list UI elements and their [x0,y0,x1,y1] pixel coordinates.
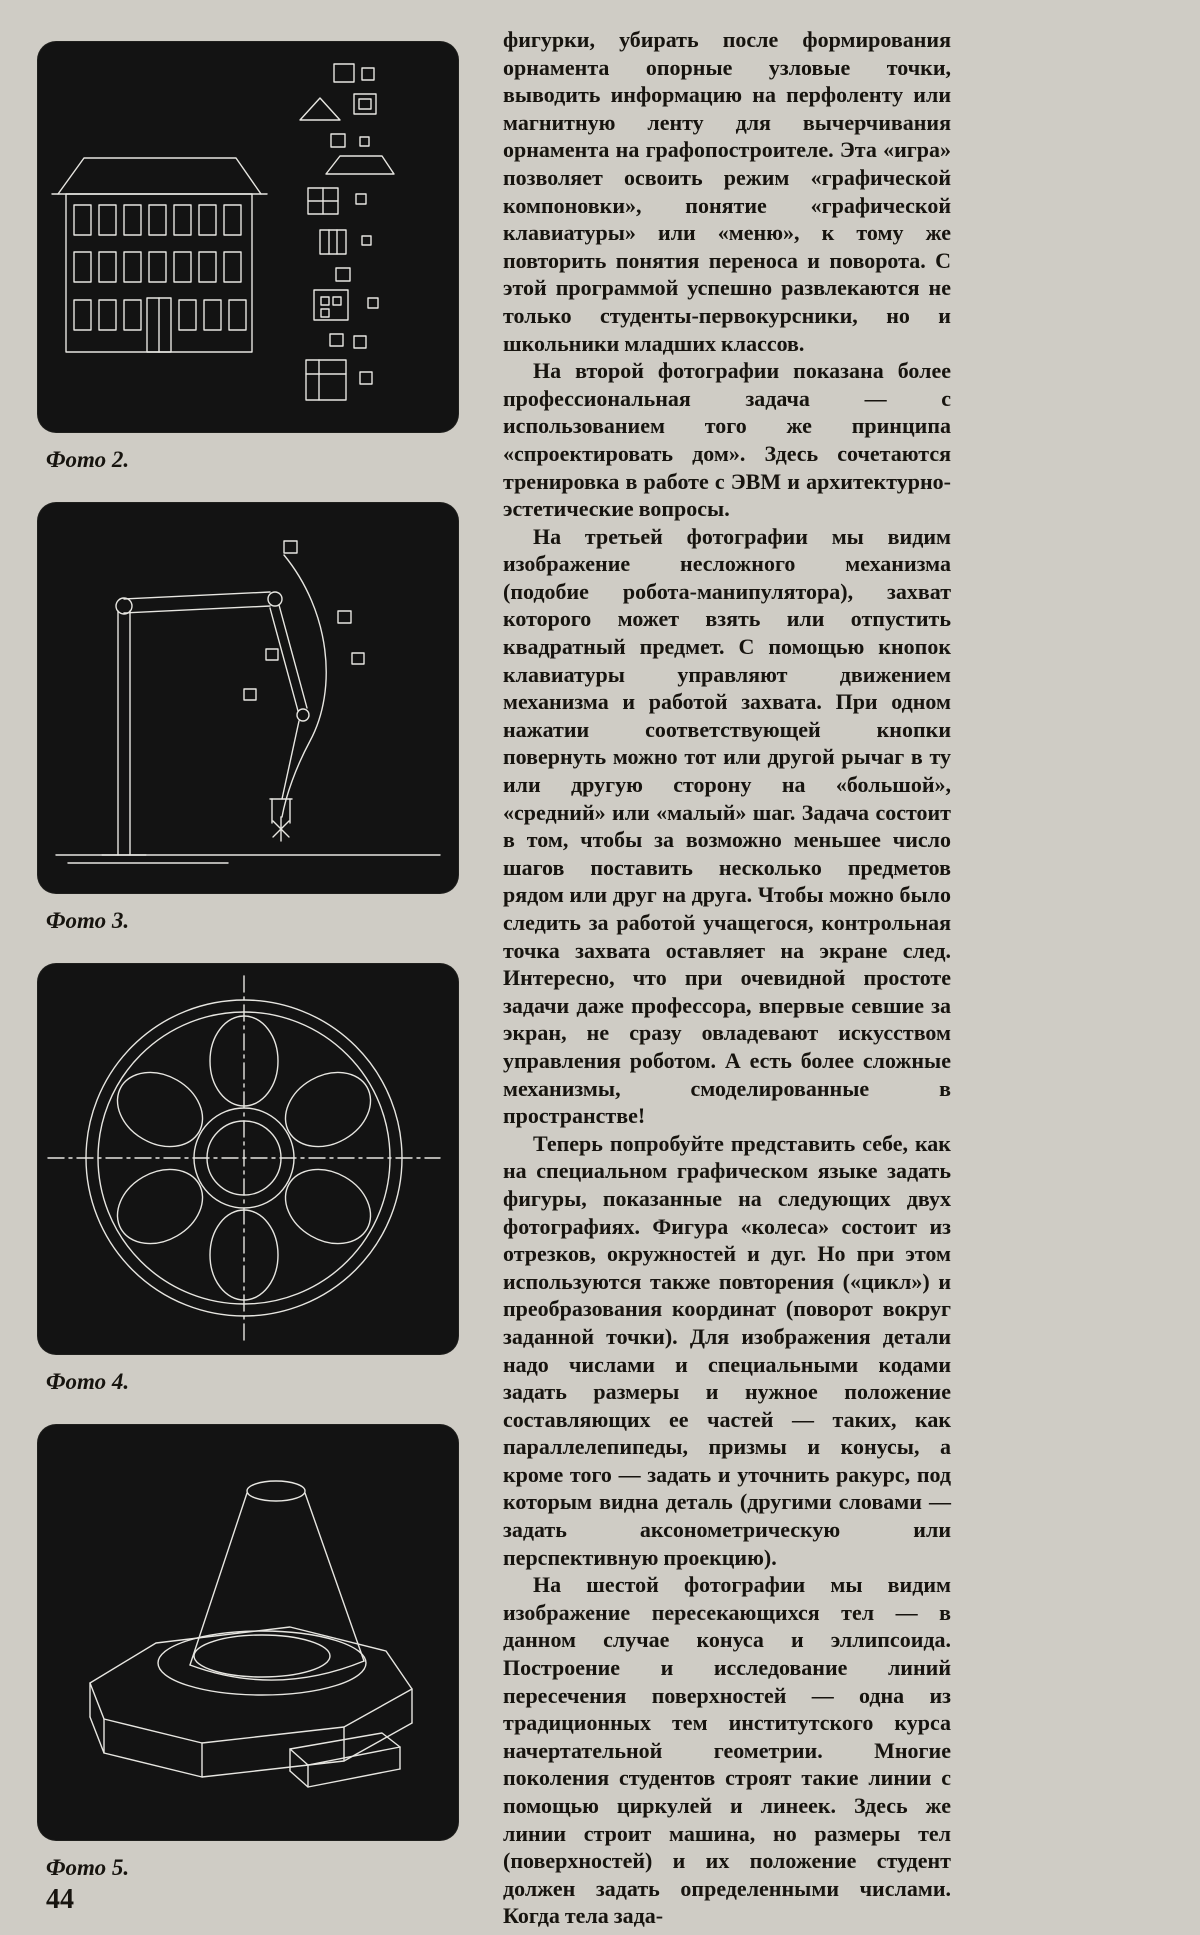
cone-ellipsoid-drawing [38,1425,458,1840]
robot-manipulator-drawing [38,503,458,893]
photo-4-panel [38,964,458,1354]
article-paragraph-2: На второй фотографии показана более профессиональная задача — с использованием того же принципа «спроектировать дом». Здесь сочетаются тренировка в работе с ЭВМ и архитектурно-эстетические вопросы. [503,358,951,522]
photo-2-panel [38,42,458,432]
photo-figure-3 [38,503,458,936]
article-paragraph-1: фигурки, убирать после формирования орнамента опорные узловые точки, выводить информацию на перфоленту или магнитную ленту для вычерчивания орнамента на графопостроителе. Эта «игра» позволяет освоить режим «графической компоновки», понятие «графической клавиатуры» или «меню», к тому же повторить понятия переноса и поворота. С этой программой успешно развлекаются не только студенты-первокурсники, но и школьники младших классов. [503,27,951,356]
house-and-menu-drawing [38,42,458,432]
photo-2-caption: Фото 2. [46,447,130,472]
article-paragraph-3: На третьей фотографии мы видим изображение несложного механизма (подобие робота-манипулятора), захват которого может взять или отпустить квадратный предмет. С помощью кнопок клавиатуры управляют движением механизма и работой захвата. При одном нажатии соответствующей кнопки повернуть можно тот или другой рычаг в ту или другую сторону на «большой», «средний» или «малый» шаг. Задача состоит в том, чтобы за возможно меньшее число шагов поставить несколько предметов рядом или друг на друга. Чтобы можно было следить за работой учащегося, контрольная точка захвата оставляет на экране след. Интересно, что при очевидной простоте задачи даже профессора, впервые севшие за экран, не сразу овладевают искусством управления роботом. А есть более сложные механизмы, смоделированные в пространстве! [503,523,951,1129]
photo-figure-5 [38,1425,458,1883]
wheel-drawing [38,964,458,1354]
menu-icons-column [300,64,394,400]
article-paragraph-4: Теперь попробуйте представить себе, как на специальном графическом языке задать фигуры, показанные на следующих двух фотографиях. Фигура «колеса» состоит из отрезков, окружностей и дуг. Но при этом используются также повторения («цикл») и преобразования координат (поворот вокруг заданной точки). Для изображения детали надо числами и специальными кодами задать размеры и нужное положение составляющих ее частей — таких, как параллелепипеды, призмы и конусы, а кроме того — задать и уточнить ракурс, под которым видна деталь (другими словами — задать аксонометрическую или перспективную проекцию). [503,1130,951,1570]
photo-5-caption: Фото 5. [46,1855,130,1880]
photo-column [38,42,458,1911]
page-number: 44 [46,1884,74,1915]
photo-3-panel [38,503,458,893]
photo-figure-4 [38,964,458,1397]
article-paragraph-5: На шестой фотографии мы видим изображение пересекающихся тел — в данном случае конуса и эллипсоида. Построение и исследование линий пересечения поверхностей — одна из традиционных тем институтского курса начертательной геометрии. Многие поколения студентов строят такие линии с помощью циркулей и линеек. Здесь же линии строит машина, но размеры тел (поверхностей) и их положение студент должен задать определенными числами. Когда тела зада- [503,1572,951,1929]
photo-4-caption: Фото 4. [46,1369,130,1394]
photo-3-caption: Фото 3. [46,908,130,933]
article-text-column [503,26,951,1930]
photo-5-panel [38,1425,458,1840]
photo-figure-2 [38,42,458,475]
